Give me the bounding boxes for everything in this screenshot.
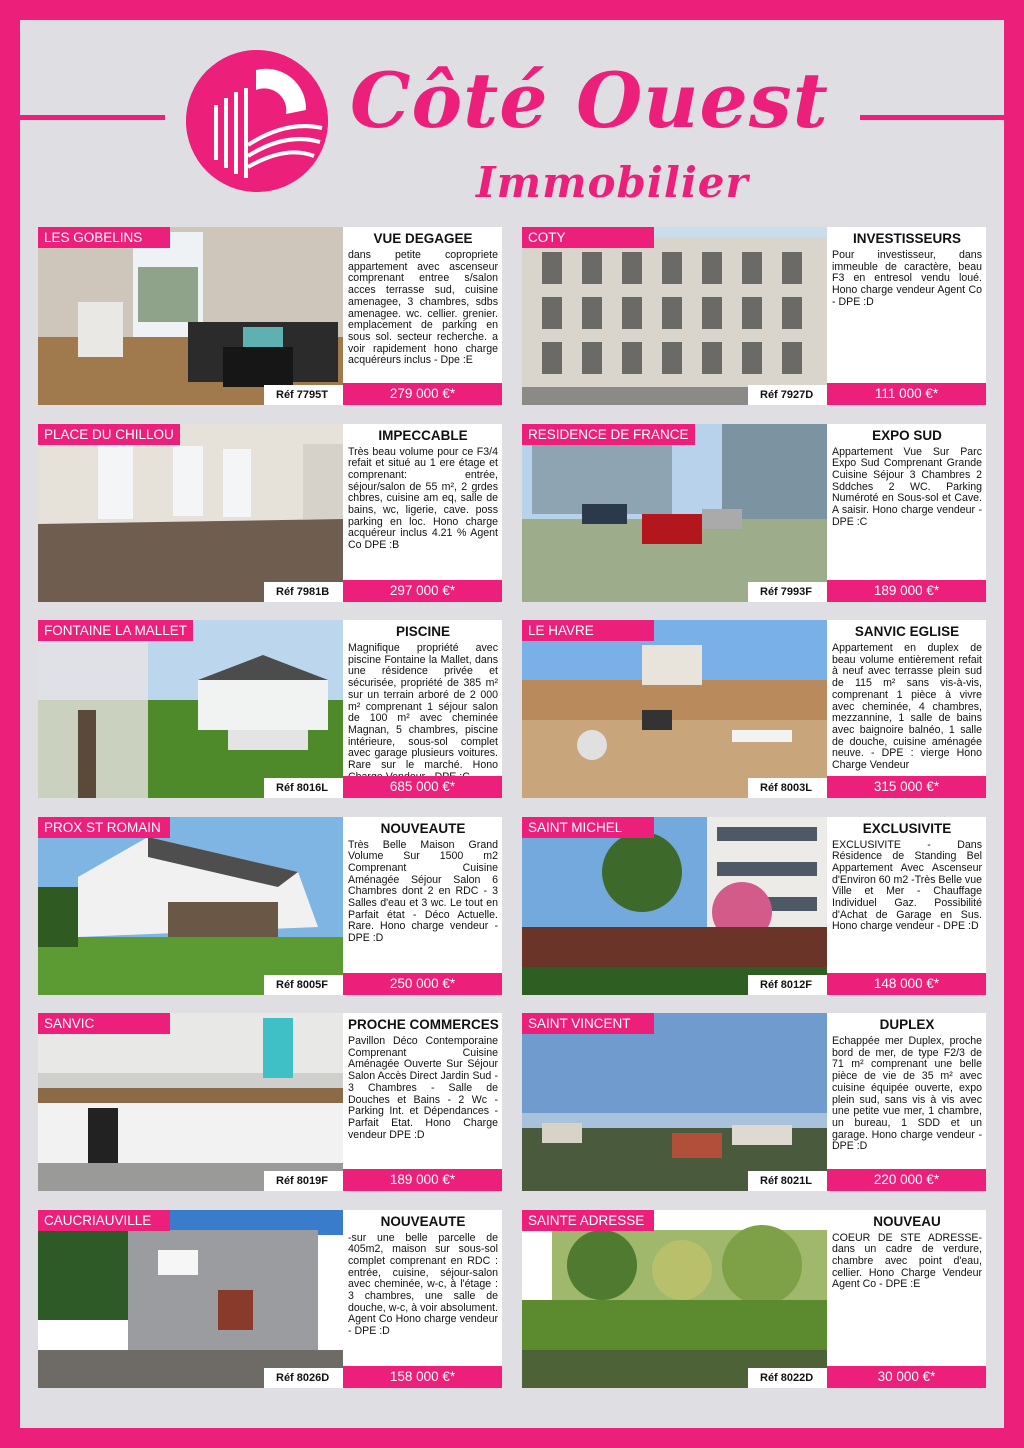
listing-title: IMPECCABLE [378, 427, 468, 443]
listing-title: INVESTISSEURS [852, 231, 962, 246]
listing-text [343, 817, 502, 973]
listing-description: Très Belle Maison Grand Volume Sur 1500 m2 Comprenant Cuisine Aménagée Séjour Salon 6 Chambres dont 2 en RDC - 3 Salles d'eau et 3 wc. Le tout en Parfait état - Déco Actuelle. Rare. Hono charge vendeur - DPE :D [348, 838, 498, 945]
listing-card[interactable] [38, 620, 502, 798]
listing-location: SAINTE ADRESSE [522, 1210, 654, 1231]
listing-card[interactable] [38, 817, 502, 995]
listing-text [827, 1210, 986, 1366]
listing-price: 111 000 €* [827, 383, 986, 405]
listing-description: dans petite copropriete appartement avec ascenseur comprenant entree s/salon acces terrasse sud, cuisine amenagee, 3 chambres, sdbs amenagee. wc. cellier. grenier. emplacement de parking en sous sol. secteur recherche. a voir rapidement hono charge acquéreurs inclus - Dpe :E [348, 249, 498, 367]
listing-ref: Réf 8003L [748, 778, 827, 798]
listing-card[interactable] [522, 424, 986, 602]
listing-photo [522, 817, 827, 995]
listing-price: 279 000 €* [343, 383, 502, 405]
brand-logo-icon [186, 50, 328, 192]
listing-text [827, 620, 986, 776]
listing-photo [522, 1013, 827, 1191]
listing-ref: Réf 7795T [264, 385, 343, 405]
listing-card[interactable] [522, 227, 986, 405]
listing-description: EXCLUSIVITE - Dans Résidence de Standing Bel Appartement Avec Ascenseur d'Environ 60 m2 -Très Belle vue Ville et Mer - Chauffage Individuel Gaz. Possibilité d'Achat de Garage en Sus. Hono charge vendeur - DPE :D [832, 838, 983, 933]
listing-price: 250 000 €* [343, 973, 502, 995]
header-rule-right [860, 115, 1004, 120]
listing-description: -sur une belle parcelle de 405m2, maison sur sous-sol complet comprenant en RDC : entrée, cuisine, séjour-salon avec cheminée, w-c, à l'étage : 3 chambres, une salle de douche, w-c, à voir absolument. Agent Co Hono charge vendeur - DPE :D [348, 1231, 498, 1338]
listing-price: 30 000 €* [827, 1366, 986, 1388]
listing-description: Echappée mer Duplex, proche bord de mer, de type F2/3 de 71 m² comprenant une belle pièce de vie de 35 m² avec cuisine équipée ouverte, expo plein sud, sans vis à vis avec une petite vue mer, 1 chambre, un bureau, 1 SDD et un garage. Hono charge vendeur - DPE :D [832, 1035, 982, 1153]
page-background [20, 20, 1004, 1428]
listing-location: CAUCRIAUVILLE [38, 1210, 170, 1231]
listing-text [343, 227, 502, 383]
listing-price: 315 000 €* [827, 776, 986, 798]
brand-subtitle: Immobilier [476, 158, 749, 207]
listing-text [827, 817, 986, 973]
listing-title: SANVIC EGLISE [854, 624, 960, 639]
listing-description: Très beau volume pour ce F3/4 refait et situé au 1 ere étage et comprenant: entrée, séjour/salon de 55 m², 2 grdes chbres, cuisine am eq, salle de bains, wc, ligerie, cave. poss parking en loc. Hono charge acquéreur inclus 4.21 % Agent Co DPE :B [348, 445, 498, 552]
listing-location: LE HAVRE [522, 620, 654, 641]
listing-title: PISCINE [395, 624, 450, 639]
listing-ref: Réf 8019F [264, 1171, 343, 1191]
listing-ref: Réf 8021L [748, 1171, 827, 1191]
listing-location: PLACE DU CHILLOU [38, 424, 180, 445]
listing-ref: Réf 7993F [748, 582, 827, 602]
listing-price: 220 000 €* [827, 1169, 986, 1191]
listing-price: 189 000 €* [343, 1169, 502, 1191]
listing-title: DUPLEX [879, 1017, 935, 1032]
listing-title: NOUVEAU [873, 1213, 941, 1229]
listing-price: 685 000 €* [343, 776, 502, 798]
listing-ref: Réf 7981B [264, 582, 343, 602]
listing-location: RESIDENCE DE FRANCE [522, 424, 695, 445]
listing-card[interactable] [522, 620, 986, 798]
listing-text [343, 424, 502, 580]
listing-photo [522, 424, 827, 602]
listing-ref: Réf 8012F [748, 975, 827, 995]
listing-photo [38, 817, 343, 995]
listing-photo [522, 1210, 827, 1388]
listing-title: NOUVEAUTE [380, 820, 466, 836]
listing-location: SANVIC [38, 1013, 170, 1034]
listing-description: Appartement Vue Sur Parc Expo Sud Comprenant Grande Cuisine Séjour 3 Chambres 2 Sddches 2 WC. Parking Numéroté en Sous-sol et Cave. A saisir. Hono charge vendeur - DPE :C [832, 445, 982, 528]
listing-photo [522, 227, 827, 405]
listing-card[interactable] [38, 227, 502, 405]
listing-price: 189 000 €* [827, 580, 986, 602]
listing-location: FONTAINE LA MALLET [38, 620, 193, 641]
listing-text [343, 1013, 502, 1169]
listing-description: Appartement en duplex de beau volume entièrement refait à neuf avec terrasse plein sud de 115 m² sans vis-à-vis, comprenant 1 pièce à vivre avec cheminée, 4 chambres, mezzannine, 1 salle de bains avec baignoire balnéo, 1 salle de douche, cuisine aménagée neuve. - DPE : vierge Hono Charge Vendeur [832, 642, 982, 772]
listing-text [827, 1013, 986, 1169]
listing-photo [38, 1210, 343, 1388]
listing-card[interactable] [522, 1210, 986, 1388]
listing-ref: Réf 8022D [748, 1368, 827, 1388]
listing-text [827, 424, 986, 580]
listing-photo [38, 1013, 343, 1191]
listing-ref: Réf 8005F [264, 975, 343, 995]
listing-location: PROX ST ROMAIN [38, 817, 170, 838]
listing-title: VUE DEGAGEE [373, 231, 473, 246]
listing-card[interactable] [522, 1013, 986, 1191]
listing-photo [38, 424, 343, 602]
listing-title: NOUVEAUTE [380, 1213, 466, 1229]
listing-description: COEUR DE STE ADRESSE- dans un cadre de verdure, chambre avec point d'eau, cellier. Hono Charge Vendeur Agent Co - DPE :E [832, 1231, 982, 1291]
listing-price: 148 000 €* [827, 973, 986, 995]
listing-location: COTY [522, 227, 654, 248]
listing-ref: Réf 8016L [264, 778, 343, 798]
listing-ref: Réf 7927D [748, 385, 827, 405]
listing-description: Magnifique propriété avec piscine Fontaine la Mallet, dans une résidence privée et sécurisée, propriété de 385 m² sur un terrain arboré de 2 000 m² comprenant 1 séjour salon de 100 m² avec cheminée Magnan, 5 chambres, piscine intérieure, sous-sol complet avec garage plusieurs voitures. Rare sur le marché. Hono [348, 642, 498, 772]
listing-title: EXCLUSIVITE [862, 820, 952, 836]
listing-card[interactable] [522, 817, 986, 995]
header-rule-left [20, 115, 165, 120]
listing-description: Pavillon Déco Contemporaine Comprenant Cuisine Aménagée Ouverte Sur Séjour Salon Accès Direct Jardin Sud - 3 Chambres - Salle de Douches et Bains - 2 Wc - Parking Int. et Dépendances - Parfait Etat. Hono Charge vendeur DPE :D [348, 1035, 498, 1141]
listing-photo [522, 620, 827, 798]
listing-location: LES GOBELINS [38, 227, 170, 248]
listing-text [343, 620, 502, 776]
listing-card[interactable] [38, 1210, 502, 1388]
listing-description: Pour investisseur, dans immeuble de caractère, beau F3 en entresol vendu loué. Hono charge vendeur Agent Co - DPE :D [832, 249, 982, 308]
brand-title: Côté Ouest [350, 56, 829, 145]
listing-price: 297 000 €* [343, 580, 502, 602]
listing-card[interactable] [38, 1013, 502, 1191]
listing-photo [38, 620, 343, 798]
listing-text [343, 1210, 502, 1366]
listing-photo [38, 227, 343, 405]
listing-location: SAINT VINCENT [522, 1013, 654, 1034]
listing-title: PROCHE COMMERCES [348, 1017, 499, 1032]
listing-location: SAINT MICHEL [522, 817, 654, 838]
listing-text [827, 227, 986, 383]
listing-ref: Réf 8026D [264, 1368, 343, 1388]
listing-title: EXPO SUD [872, 427, 942, 443]
listing-card[interactable] [38, 424, 502, 602]
listing-price: 158 000 €* [343, 1366, 502, 1388]
